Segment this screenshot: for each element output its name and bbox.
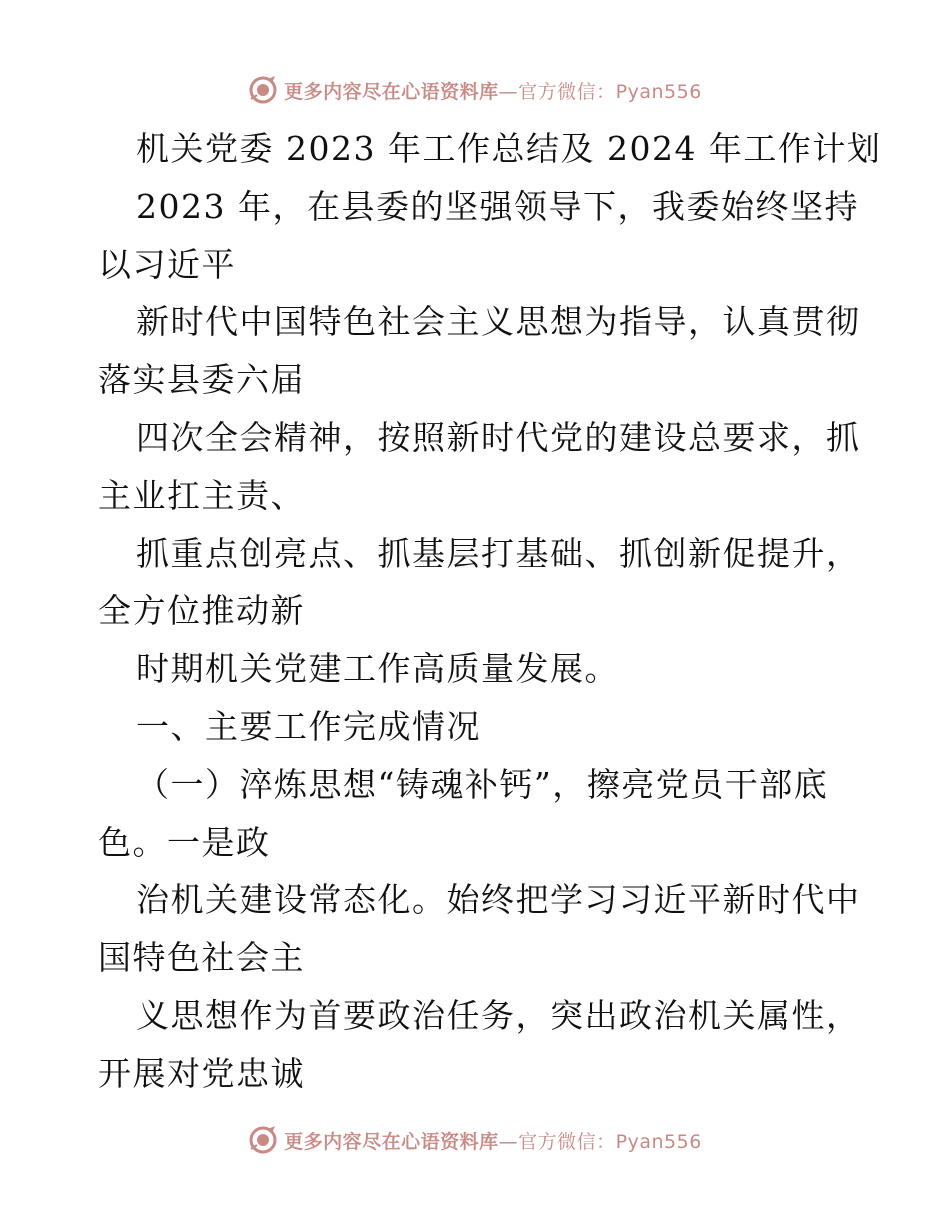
- watermark-site: 更多内容尽在心语资料库: [284, 1130, 499, 1153]
- watermark-separator: —: [498, 80, 519, 103]
- text-line: 主业扛主责、: [98, 475, 305, 515]
- document-title: 机关党委 2023 年工作总结及 2024 年工作计划: [136, 129, 882, 168]
- subsection-heading: （一）淬炼思想“铸魂补钙”，擦亮党员干部底: [136, 764, 829, 804]
- watermark-separator: —: [498, 1130, 519, 1153]
- watermark-site: 更多内容尽在心语资料库: [284, 80, 499, 103]
- text-line: 落实县委六届: [98, 360, 305, 400]
- text-line: 以习近平: [98, 244, 236, 284]
- watermark-banner-bottom: [0, 1120, 950, 1160]
- watermark-wechat: 官方微信：Pyan556: [518, 1130, 702, 1153]
- watermark-wechat: 官方微信：Pyan556: [518, 80, 702, 103]
- text-line: 四次全会精神，按照新时代党的建设总要求，抓: [136, 417, 861, 457]
- text-line: 国特色社会主: [98, 938, 305, 978]
- watermark-text: [284, 1127, 702, 1154]
- text-line: 抓重点创亮点、抓基层打基础、抓创新促提升，: [136, 533, 861, 573]
- section-heading: 一、主要工作完成情况: [136, 706, 481, 746]
- text-line: 新时代中国特色社会主义思想为指导，认真贯彻: [136, 302, 861, 342]
- text-line: 治机关建设常态化。始终把学习习近平新时代中: [136, 880, 861, 920]
- watermark-banner-top: [0, 70, 950, 110]
- text-line: 时期机关党建工作高质量发展。: [136, 649, 619, 689]
- text-line: 2023 年，在县委的坚强领导下，我委始终坚持: [136, 186, 859, 226]
- text-line: 开展对党忠诚: [98, 1053, 305, 1093]
- text-line: 义思想作为首要政治任务，突出政治机关属性，: [136, 995, 861, 1035]
- quill-seal-icon: [248, 75, 278, 105]
- document-body: [98, 120, 882, 1103]
- text-line: 全方位推动新: [98, 591, 305, 631]
- watermark-text: [284, 77, 702, 104]
- quill-seal-icon: [248, 1125, 278, 1155]
- text-line: 色。一是政: [98, 822, 271, 862]
